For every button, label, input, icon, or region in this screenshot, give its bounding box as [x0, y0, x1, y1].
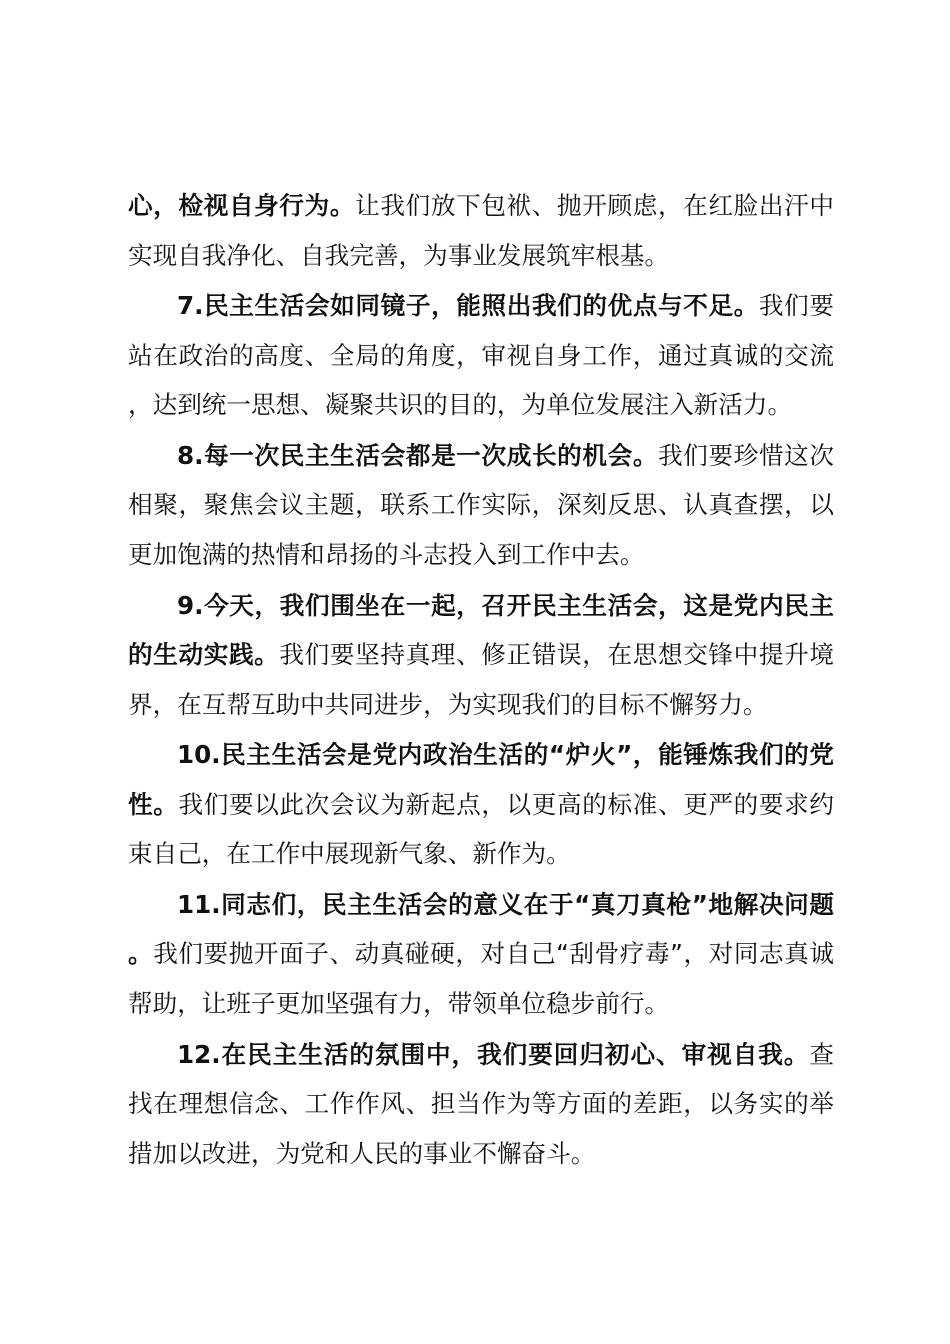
paragraph-body: 我们要珍惜这次相聚，聚焦会议主题，联系工作实际，深刻反思、认真查摆，以更加饱满的热情和昂扬的斗志投入到工作中去。	[128, 440, 834, 569]
paragraph-lead: 10.民主生活会是党内政治生活的“炉火”，能锤炼我们的党性。	[128, 740, 834, 819]
document-body	[128, 181, 834, 1179]
paragraph-8	[128, 431, 834, 580]
paragraph-body: 查找在理想信念、工作作风、担当作为等方面的差距，以务实的举措加以改进，为党和人民的事业不懈奋斗。	[128, 1039, 834, 1168]
paragraph-12	[128, 1030, 834, 1179]
paragraph-body: 我们要站在政治的高度、全局的角度，审视自身工作，通过真诚的交流，达到统一思想、凝聚共识的目的，为单位发展注入新活力。	[128, 291, 834, 420]
paragraph-lead: 12.在民主生活的氛围中，我们要回归初心、审视自我。	[177, 1039, 810, 1069]
paragraph-lead: 11.同志们，民主生活会的意义在于“真刀真枪”地解决问题。	[128, 889, 834, 969]
paragraph-continued	[128, 181, 834, 280]
paragraph-lead: 8.每一次民主生活会都是一次成长的机会。	[177, 440, 659, 470]
paragraph-body: 我们要坚持真理、修正错误，在思想交锋中提升境界，在互帮互助中共同进步，为实现我们的目标不懈努力。	[128, 640, 834, 719]
paragraph-lead: 9.今天，我们围坐在一起，召开民主生活会，这是党内民主的生动实践。	[128, 590, 834, 670]
paragraph-body: 我们要抛开面子、动真碰硬，对自己“刮骨疗毒”，对同志真诚帮助，让班子更加坚强有力，带领单位稳步前行。	[128, 939, 834, 1018]
paragraph-7	[128, 281, 834, 430]
paragraph-9	[128, 581, 834, 730]
paragraph-body: 我们要以此次会议为新起点，以更高的标准、更严的要求约束自己，在工作中展现新气象、新作为。	[128, 789, 834, 869]
paragraph-lead: 心，检视自身行为。	[128, 191, 356, 220]
paragraph-11	[128, 880, 834, 1029]
paragraph-10	[128, 730, 834, 879]
paragraph-body: 让我们放下包袱、抛开顾虑，在红脸出汗中实现自我净化、自我完善，为事业发展筑牢根基。	[128, 191, 834, 270]
paragraph-lead: 7.民主生活会如同镜子，能照出我们的优点与不足。	[177, 291, 759, 321]
